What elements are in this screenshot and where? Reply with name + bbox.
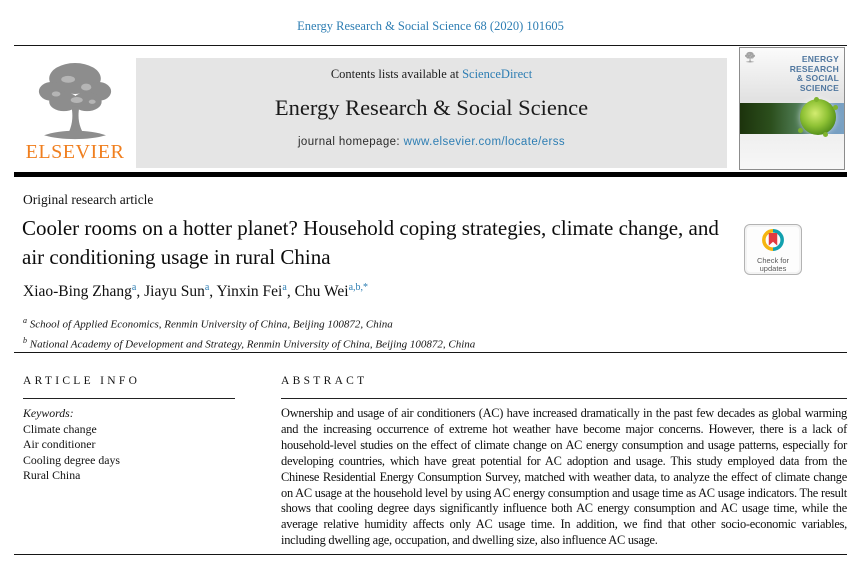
globe-icon: [800, 99, 836, 135]
author-name: Jiayu Sun: [144, 283, 205, 301]
article-info-heading: ARTICLE INFO: [23, 375, 141, 387]
journal-masthead: [14, 54, 847, 170]
journal-homepage-link[interactable]: www.elsevier.com/locate/erss: [403, 136, 566, 148]
info-abstract-columns: [23, 375, 847, 549]
author-list: Xiao-Bing Zhang$^a$, Jiayu Sun$^a$, Yinxin Fei$^a$, Chu Wei$^{a,b,*}$: [23, 282, 369, 301]
homepage-prefix: journal homepage:: [297, 136, 404, 148]
cover-title-line: SCIENCE: [799, 82, 839, 93]
sciencedirect-link[interactable]: ScienceDirect: [462, 67, 533, 81]
abstract-text: Ownership and usage of air conditioners (AC) have increased dramatically in the past few decades as global warming and the increasing occurrence of extreme hot weather have become major concerns. However, there is a lack of household-level studies on the effect of climate change on AC energy consumption and usage patterns, especially for developing countries, which have great potential for AC adoption and usage. This study employed data from the Chinese Residential Energy Consumption Survey, matched with weather data, to analyze the effect of climate change on AC usage at the household level by using AC energy consumption and usage time as AC usage indicators. The result shows that cooling degree days significantly influence both AC energy consumption and AC usage time, while the average relative humidity affects only AC usage time. In addition, we find that other socio-economic variables, including dwelling age, occupation, and dwelling size, also influence AC usage.: [281, 406, 847, 548]
thick-divider: [14, 172, 847, 177]
crossmark-icon: [760, 228, 786, 252]
section-divider: [14, 352, 847, 353]
cover-title-line: & SOCIAL: [796, 73, 839, 83]
keyword: Cooling degree days: [23, 452, 120, 467]
contents-prefix: Contents lists available at: [330, 67, 463, 81]
author-affiliation-sup: a,b,*: [348, 282, 369, 293]
top-divider: [14, 45, 847, 46]
cover-title-line: RESEARCH: [789, 63, 839, 74]
journal-banner: [136, 58, 727, 168]
journal-cover-thumbnail[interactable]: [739, 47, 845, 170]
article-info-section: [23, 375, 235, 549]
cover-journal-title: [790, 55, 839, 93]
badge-text: [745, 257, 801, 273]
elsevier-logo[interactable]: [16, 57, 134, 170]
author-name: Chu Wei: [294, 283, 349, 301]
journal-title: Energy Research & Social Science: [274, 95, 589, 120]
abstract-heading: ABSTRACT: [281, 375, 368, 387]
author-affiliation-sup: a: [282, 282, 287, 293]
article-info-rule: [23, 398, 235, 399]
article-type-label: Original research article: [23, 192, 154, 207]
affiliation-sup: b: [23, 336, 27, 346]
author-name: Yinxin Fei: [216, 283, 283, 301]
keyword: Air conditioner: [23, 437, 96, 452]
bottom-divider: [14, 554, 847, 555]
author-name: Xiao-Bing Zhang: [23, 283, 132, 301]
article-title: Cooler rooms on a hotter planet? Household coping strategies, climate change, and air conditioning usage in rural China: [22, 216, 719, 269]
keyword: Rural China: [23, 468, 81, 483]
affiliation: $^a$ School of Applied Economics, Renmin University of China, Beijing 100872, China: [23, 316, 393, 331]
abstract-rule: [281, 398, 847, 399]
homepage-line: [136, 136, 727, 148]
author-affiliation-sup: a: [131, 282, 137, 293]
author-affiliation-sup: a: [204, 282, 210, 293]
affiliation-list: [23, 313, 475, 353]
elsevier-tree-icon: [31, 57, 119, 143]
check-for-updates-badge[interactable]: [744, 224, 802, 275]
affiliation-sup: a: [23, 316, 27, 325]
contents-line: [136, 67, 727, 82]
keyword: Climate change: [23, 422, 97, 436]
badge-line1: Check for: [756, 256, 790, 265]
affiliation: $^b$ National Academy of Development and Strategy, Renmin University of China, Beijing 100872, China: [23, 336, 476, 351]
cover-title-line: ENERGY: [801, 54, 839, 64]
keywords-label: Keywords:: [23, 406, 74, 420]
keyword-list: [23, 422, 235, 484]
abstract-section: [281, 375, 847, 549]
elsevier-wordmark: ELSEVIER: [25, 141, 125, 163]
journal-citation-link[interactable]: Energy Research & Social Science 68 (2020) 101605: [297, 19, 564, 33]
badge-line2: updates: [759, 264, 787, 273]
cover-elsevier-tree-icon: [744, 51, 756, 63]
cover-band: [740, 103, 844, 134]
